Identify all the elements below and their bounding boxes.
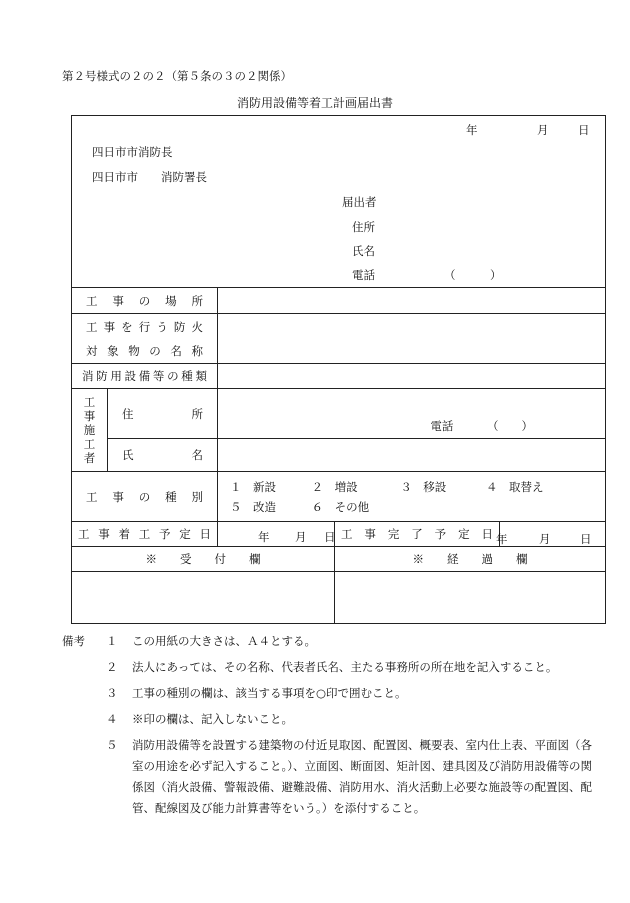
note-item: ２ 法人にあっては、その名称、代表者氏名、主たる事務所の所在地を記入すること。 [106, 660, 558, 674]
contractor-name-label: 氏名 [108, 439, 218, 472]
form-title: 消防用設備等着工計画届出書 [236, 96, 393, 110]
note-item: ４ ※印の欄は、記入しないこと。 [106, 712, 293, 726]
note-item: 備考 １ この用紙の大きさは、Ａ４とする。 [62, 631, 602, 652]
end-date-label: 工事完了予定日 [335, 522, 500, 547]
contractor-address-label: 住所 [108, 389, 218, 439]
progress-field [335, 572, 606, 624]
date-year: 年 [466, 123, 478, 137]
location-label: 工事の場所 [72, 288, 218, 314]
end-year: 年 [496, 532, 508, 546]
note-item: ５ 消防用設備等を設置する建築物の付近見取図、配置図、概要表、室内仕上表、平面図（各室の用途を必ず記入すること。）、立面図、断面図、矩計図、建具図及び消防用設備等の関係図（消火設備、警報設備、避難設備、消防用水、消火活動上必要な施設等の配置図、配管、配線図及び能力計算書等をいう。）を添付すること。 [106, 738, 592, 815]
object-name-label-line2: 対象物の名称 [86, 343, 203, 358]
receipt-column-header: ※ 受 付 欄 [72, 547, 335, 572]
header-section [72, 116, 606, 288]
work-type-modification[interactable]: ５ 改造 [230, 499, 276, 514]
start-year: 年 [258, 530, 270, 544]
start-date-label: 工事着工予定日 [72, 522, 218, 547]
recipient-fire-chief: 四日市市消防長 [92, 145, 173, 159]
work-type-other[interactable]: ６ その他 [311, 499, 370, 514]
work-type-relocation[interactable]: ３ 移設 [400, 479, 447, 494]
date-day: 日 [578, 123, 590, 137]
applicant-label: 届出者 [342, 195, 377, 209]
equipment-type-label: 消防用設備等の種類 [72, 364, 218, 389]
applicant-phone-parens: （ ） [444, 268, 502, 282]
notes-section [62, 631, 602, 819]
application-form-table [71, 115, 606, 624]
work-type-replacement[interactable]: ４ 取替え [485, 479, 544, 494]
notes-label: 備考 [62, 634, 85, 648]
contractor-phone-parens: （ ） [487, 419, 534, 433]
applicant-name-label: 氏名 [352, 244, 375, 258]
object-name-field[interactable] [218, 314, 606, 364]
location-field[interactable] [218, 288, 606, 314]
equipment-type-field[interactable] [218, 364, 606, 389]
work-type-expansion[interactable]: ２ 増設 [311, 479, 358, 494]
start-month: 月 [295, 530, 307, 544]
contractor-phone [430, 418, 533, 434]
form-number: 第２号様式の２の２（第５条の３の２関係） [62, 69, 292, 83]
note-item: ３ 工事の種別の欄は、該当する事項を○印で囲むこと。 [106, 686, 407, 700]
receipt-field [72, 572, 335, 624]
applicant-address-label: 住所 [352, 220, 375, 234]
work-type-new[interactable]: １ 新設 [230, 479, 276, 494]
contractor-name-field[interactable] [218, 439, 606, 472]
contractor-label: 工 事 施 工 者 [72, 389, 108, 472]
progress-column-header: ※ 経 過 欄 [335, 547, 606, 572]
start-day: 日 [324, 530, 336, 544]
end-day: 日 [580, 532, 592, 546]
end-month: 月 [539, 532, 551, 546]
start-date-field[interactable] [218, 522, 335, 547]
work-type-options [218, 472, 606, 522]
object-name-label-line1: 工事を行う防火 [86, 319, 203, 334]
applicant-phone-label: 電話 [352, 268, 375, 282]
object-name-label [72, 314, 218, 364]
contractor-address-field[interactable] [218, 389, 606, 439]
work-type-label: 工事の種別 [72, 472, 218, 522]
recipient-station-chief: 四日市市 消防署長 [92, 170, 207, 184]
contractor-phone-label: 電話 [430, 419, 454, 433]
date-month: 月 [537, 123, 549, 137]
